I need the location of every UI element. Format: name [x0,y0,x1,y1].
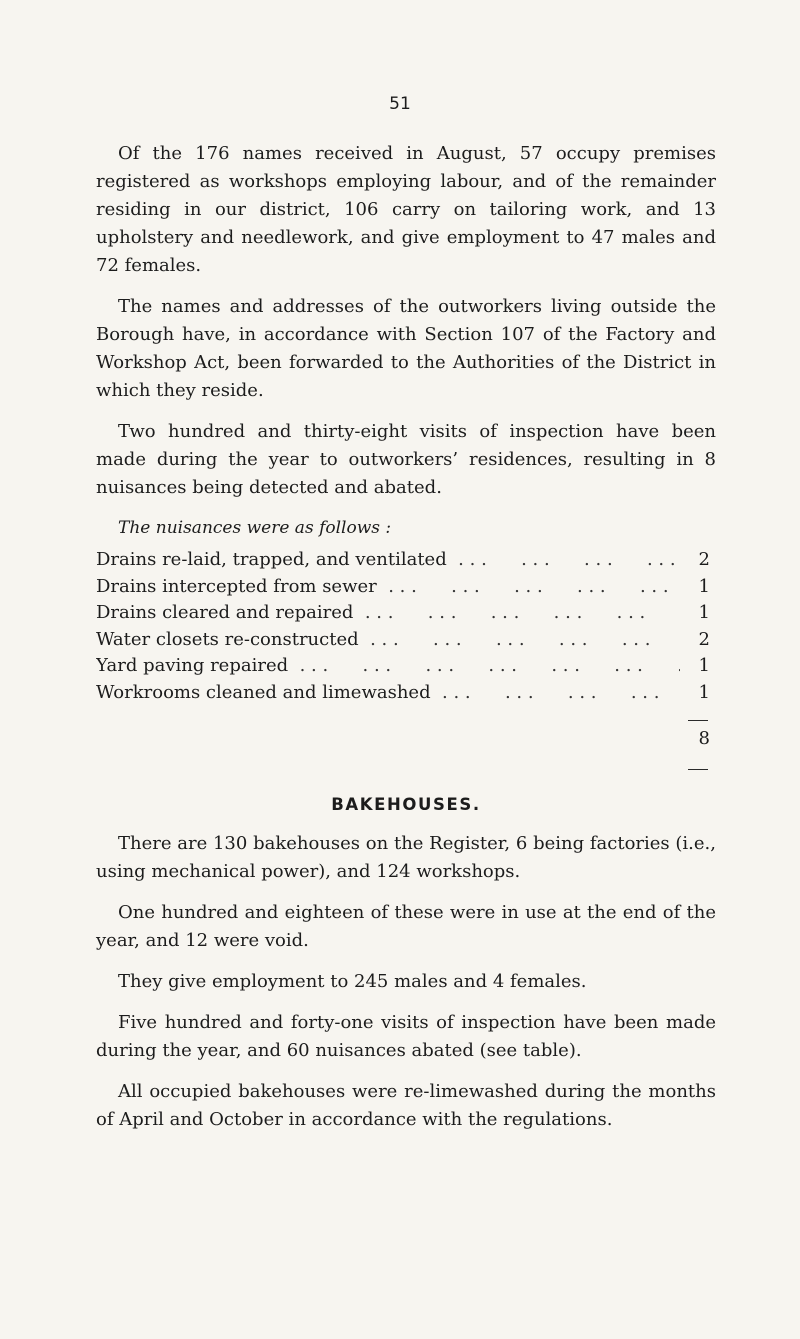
paragraph-bakehouse-employment: They give employment to 245 males and 4 females. [118,971,587,992]
list-item [96,680,716,707]
nuisance-count: 1 [698,655,710,676]
nuisances-total-block [96,706,716,780]
paragraph-outworker-addresses: The names and addresses of the outworkers living outside the Borough have, in accordance with Section 107 of the Factory and Workshop Act, been forwarded to the Authorities of the District in which they reside. [96,296,716,401]
nuisance-count: 1 [698,575,710,597]
paragraph-bakehouse-register: There are 130 bakehouses on the Register, 6 being factories (i.e., using mechanical power), and 124 workshops. [96,833,716,882]
nuisance-label: Yard paving repaired . . . [96,653,680,680]
page-number: 51 [389,94,411,114]
nuisance-label: Water closets re-constructed . . . [96,627,680,654]
list-item [96,653,716,680]
paragraph-bakehouse-limewash: All occupied bakehouses were re-limewashed during the months of April and October in accordance with the regulations. [96,1081,716,1130]
nuisances-total: 8 [698,728,710,749]
section-heading-bakehouses: BAKEHOUSES. [331,795,481,814]
paragraph-bakehouse-visits: Five hundred and forty-one visits of inspection have been made during the year, and 60 nuisances abated (see table). [96,1012,716,1061]
nuisances-intro: The nuisances were as follows : [118,518,392,538]
list-item [96,547,716,574]
nuisance-label: Workrooms cleaned and limewashed . . . [96,680,680,707]
list-item [96,600,716,627]
nuisance-label: Drains intercepted from sewer . . . [96,574,680,601]
nuisance-count: 2 [698,628,710,650]
nuisance-count: 2 [698,549,710,570]
nuisance-label: Drains re-laid, trapped, and ventilated . . . [96,547,680,574]
page-body [96,140,716,1147]
total-rule-bottom [688,769,708,770]
nuisances-list [96,547,716,706]
nuisance-count: 1 [698,602,710,623]
paragraph-outworker-names: Of the 176 names received in August, 57 occupy premises registered as workshops employing labour, and of the remainder residing in our district, 106 carry on tailoring work, and 13 upholstery and needlework, and give employment to 47 males and 72 females. [96,143,716,276]
nuisance-count: 1 [698,681,710,703]
paragraph-outworker-visits: Two hundred and thirty-eight visits of inspection have been made during the year to outworkers’ residences, resulting in 8 nuisances being detected and abated. [96,421,716,498]
list-item [96,574,716,601]
nuisance-label: Drains cleared and repaired . . . [96,600,680,627]
list-item [96,627,716,654]
total-rule-top [688,720,708,721]
paragraph-bakehouse-in-use: One hundred and eighteen of these were in use at the end of the year, and 12 were void. [96,902,716,951]
